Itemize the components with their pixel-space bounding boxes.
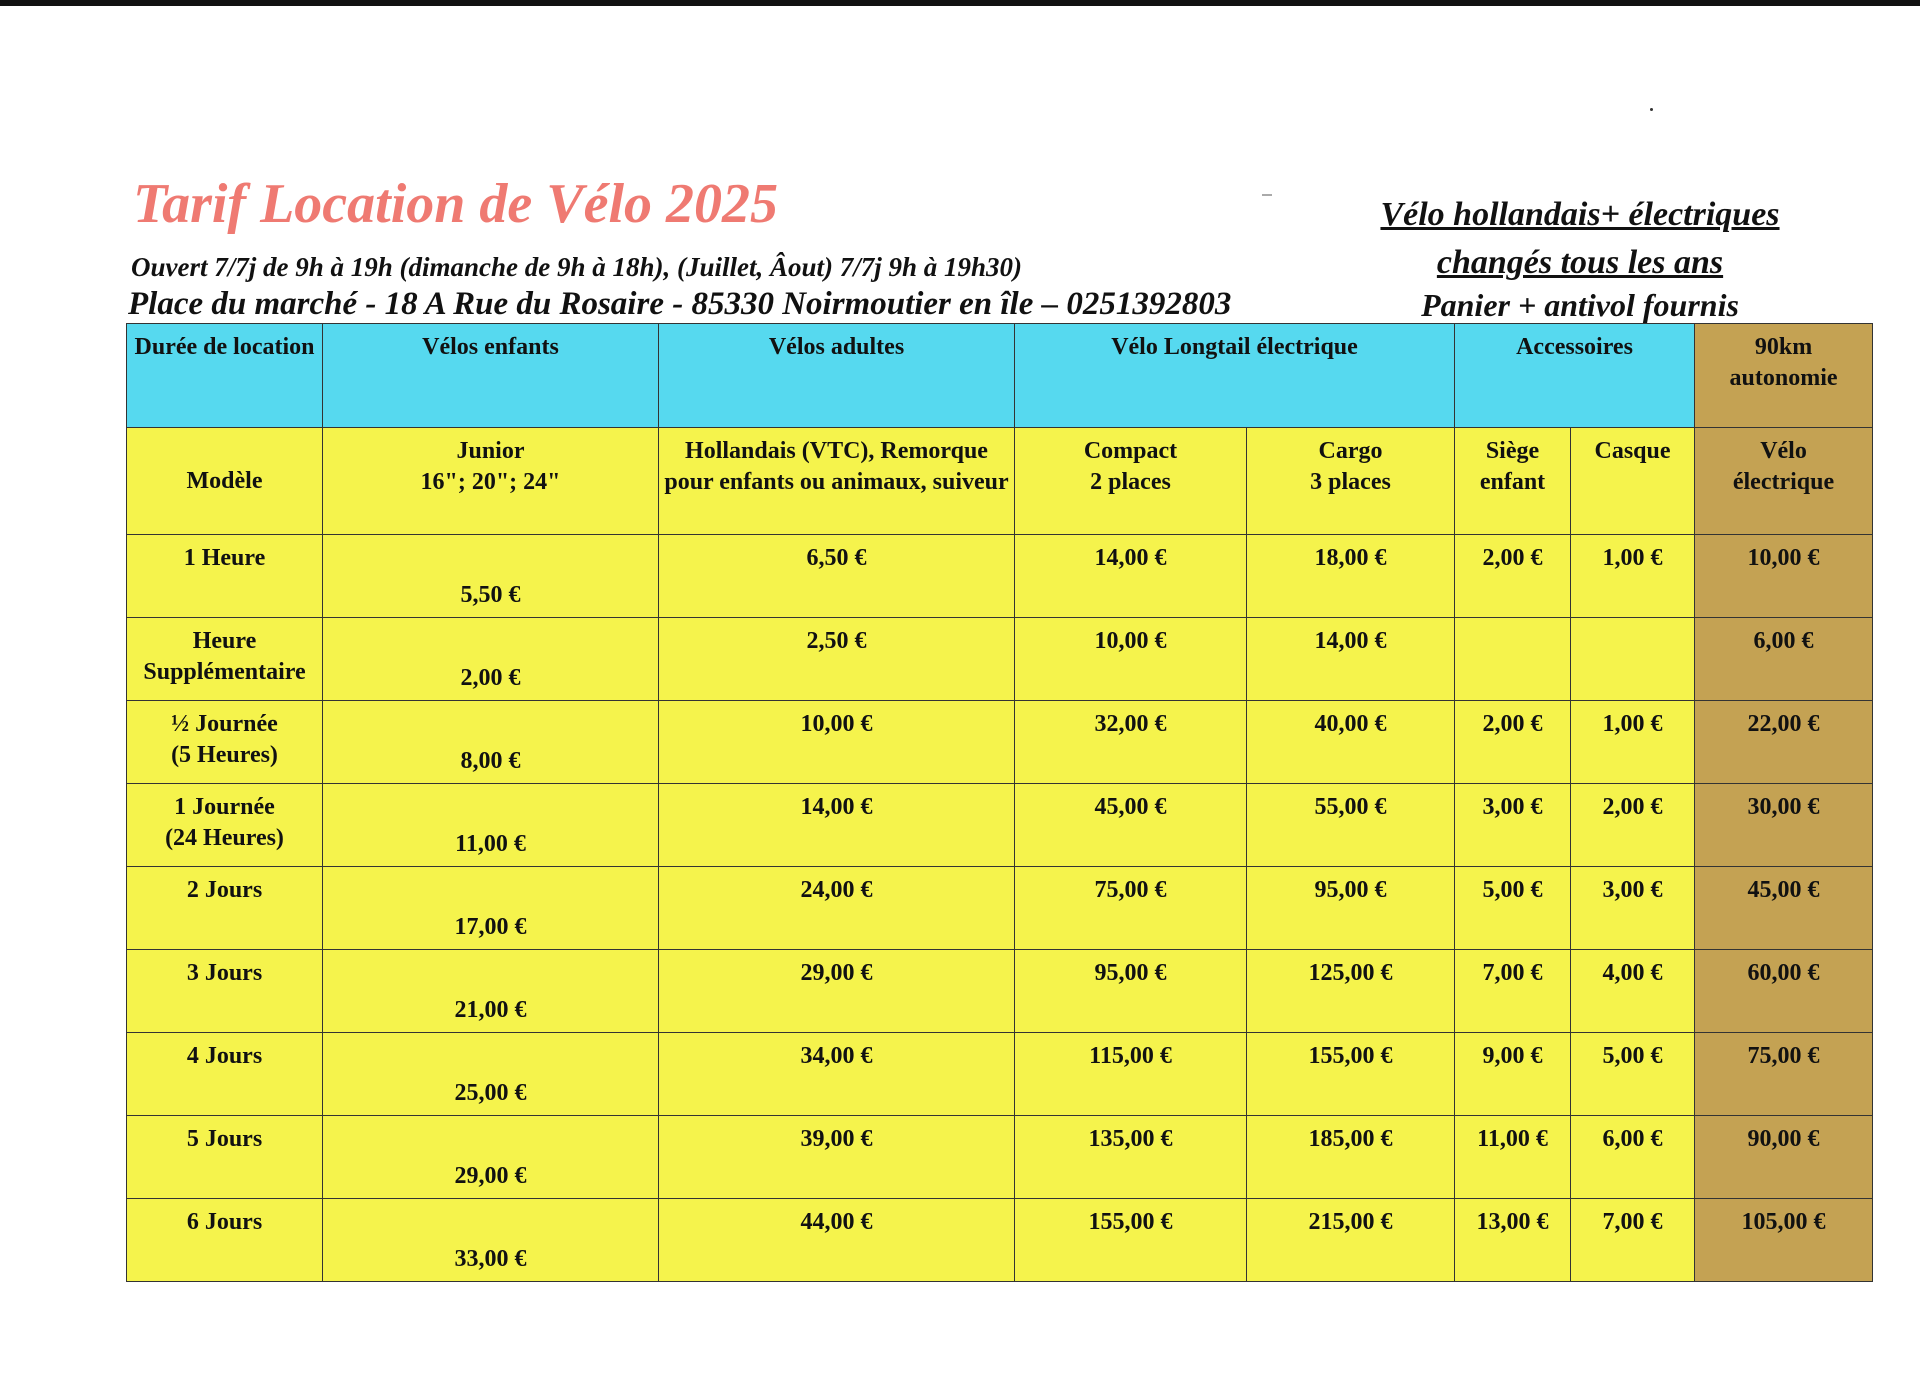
cell-cargo: 55,00 € — [1247, 784, 1455, 867]
cell-duree: 1 Journée (24 Heures) — [127, 784, 323, 867]
cell-electrique: 75,00 € — [1695, 1033, 1873, 1116]
table-row — [127, 1033, 1873, 1116]
cell-siege: 13,00 € — [1455, 1199, 1571, 1282]
header-compact: Compact 2 places — [1015, 428, 1247, 535]
cell-siege: 9,00 € — [1455, 1033, 1571, 1116]
header-row-groups — [127, 324, 1873, 428]
cell-adulte: 24,00 € — [659, 867, 1015, 950]
cell-electrique: 45,00 € — [1695, 867, 1873, 950]
cell-cargo: 125,00 € — [1247, 950, 1455, 1033]
cell-casque: 2,00 € — [1571, 784, 1695, 867]
cell-siege: 2,00 € — [1455, 535, 1571, 618]
opening-hours: Ouvert 7/7j de 9h à 19h (dimanche de 9h à 18h), (Juillet, Âout) 7/7j 9h à 19h30) — [131, 252, 1023, 282]
cell-electrique: 60,00 € — [1695, 950, 1873, 1033]
cell-cargo: 14,00 € — [1247, 618, 1455, 701]
cell-electrique: 6,00 € — [1695, 618, 1873, 701]
header-junior: Junior 16"; 20"; 24" — [323, 428, 659, 535]
cell-compact: 10,00 € — [1015, 618, 1247, 701]
cell-adulte: 10,00 € — [659, 701, 1015, 784]
table-row — [127, 1199, 1873, 1282]
header-row-models — [127, 428, 1873, 535]
cell-junior: 11,00 € — [323, 784, 659, 867]
header-velos-adultes: Vélos adultes — [659, 324, 1015, 428]
scan-mark — [1262, 194, 1272, 196]
cell-junior: 2,00 € — [323, 618, 659, 701]
cell-junior: 21,00 € — [323, 950, 659, 1033]
cell-casque: 4,00 € — [1571, 950, 1695, 1033]
table-row — [127, 701, 1873, 784]
table-row — [127, 867, 1873, 950]
cell-siege: 11,00 € — [1455, 1116, 1571, 1199]
note-renewed: changés tous les ans — [1436, 244, 1724, 281]
table-row — [127, 535, 1873, 618]
table-row — [127, 784, 1873, 867]
table-row — [127, 1116, 1873, 1199]
cell-cargo: 185,00 € — [1247, 1116, 1455, 1199]
cell-casque: 1,00 € — [1571, 535, 1695, 618]
cell-siege: 7,00 € — [1455, 950, 1571, 1033]
cell-cargo: 215,00 € — [1247, 1199, 1455, 1282]
price-table — [126, 323, 1873, 1282]
cell-cargo: 18,00 € — [1247, 535, 1455, 618]
cell-duree: ½ Journée (5 Heures) — [127, 701, 323, 784]
cell-adulte: 6,50 € — [659, 535, 1015, 618]
cell-compact: 45,00 € — [1015, 784, 1247, 867]
cell-compact: 115,00 € — [1015, 1033, 1247, 1116]
cell-duree: 6 Jours — [127, 1199, 323, 1282]
cell-casque: 1,00 € — [1571, 701, 1695, 784]
cell-cargo: 95,00 € — [1247, 867, 1455, 950]
header-cargo: Cargo 3 places — [1247, 428, 1455, 535]
cell-compact: 14,00 € — [1015, 535, 1247, 618]
table-row — [127, 618, 1873, 701]
cell-duree: 1 Heure — [127, 535, 323, 618]
cell-duree: 3 Jours — [127, 950, 323, 1033]
scan-top-edge — [0, 0, 1920, 6]
cell-adulte: 39,00 € — [659, 1116, 1015, 1199]
cell-electrique: 22,00 € — [1695, 701, 1873, 784]
header-longtail: Vélo Longtail électrique — [1015, 324, 1455, 428]
header-autonomie: 90km autonomie — [1695, 324, 1873, 428]
cell-casque: 5,00 € — [1571, 1033, 1695, 1116]
cell-junior: 29,00 € — [323, 1116, 659, 1199]
cell-junior: 33,00 € — [323, 1199, 659, 1282]
cell-junior: 5,50 € — [323, 535, 659, 618]
header-hollandais: Hollandais (VTC), Remorque pour enfants ou animaux, suiveur — [659, 428, 1015, 535]
cell-siege: 3,00 € — [1455, 784, 1571, 867]
cell-adulte: 14,00 € — [659, 784, 1015, 867]
header-accessoires: Accessoires — [1455, 324, 1695, 428]
header-duree: Durée de location — [127, 324, 323, 428]
header-modele: Modèle — [127, 428, 323, 535]
cell-junior: 17,00 € — [323, 867, 659, 950]
cell-siege: 5,00 € — [1455, 867, 1571, 950]
header-velo-electrique: Vélo électrique — [1695, 428, 1873, 535]
cell-compact: 32,00 € — [1015, 701, 1247, 784]
cell-siege: 2,00 € — [1455, 701, 1571, 784]
cell-junior: 25,00 € — [323, 1033, 659, 1116]
header-velos-enfants: Vélos enfants — [323, 324, 659, 428]
cell-duree: 5 Jours — [127, 1116, 323, 1199]
cell-compact: 95,00 € — [1015, 950, 1247, 1033]
cell-compact: 155,00 € — [1015, 1199, 1247, 1282]
cell-cargo: 155,00 € — [1247, 1033, 1455, 1116]
address-line: Place du marché - 18 A Rue du Rosaire - 85330 Noirmoutier en île – 0251392803 — [128, 286, 1232, 322]
note-bikes: Vélo hollandais+ électriques — [1380, 196, 1780, 233]
scan-speck — [1650, 108, 1653, 111]
table-row — [127, 950, 1873, 1033]
cell-adulte: 34,00 € — [659, 1033, 1015, 1116]
cell-casque: 6,00 € — [1571, 1116, 1695, 1199]
cell-casque — [1571, 618, 1695, 701]
cell-electrique: 30,00 € — [1695, 784, 1873, 867]
cell-casque: 3,00 € — [1571, 867, 1695, 950]
cell-electrique: 105,00 € — [1695, 1199, 1873, 1282]
cell-adulte: 2,50 € — [659, 618, 1015, 701]
cell-siege — [1455, 618, 1571, 701]
cell-junior: 8,00 € — [323, 701, 659, 784]
cell-electrique: 90,00 € — [1695, 1116, 1873, 1199]
cell-duree: Heure Supplémentaire — [127, 618, 323, 701]
cell-adulte: 44,00 € — [659, 1199, 1015, 1282]
page-title: Tarif Location de Vélo 2025 — [133, 173, 779, 235]
cell-duree: 2 Jours — [127, 867, 323, 950]
header-casque: Casque — [1571, 428, 1695, 535]
header-siege: Siège enfant — [1455, 428, 1571, 535]
cell-electrique: 10,00 € — [1695, 535, 1873, 618]
cell-compact: 75,00 € — [1015, 867, 1247, 950]
cell-adulte: 29,00 € — [659, 950, 1015, 1033]
cell-duree: 4 Jours — [127, 1033, 323, 1116]
cell-casque: 7,00 € — [1571, 1199, 1695, 1282]
note-included: Panier + antivol fournis — [1421, 287, 1739, 323]
cell-cargo: 40,00 € — [1247, 701, 1455, 784]
cell-compact: 135,00 € — [1015, 1116, 1247, 1199]
